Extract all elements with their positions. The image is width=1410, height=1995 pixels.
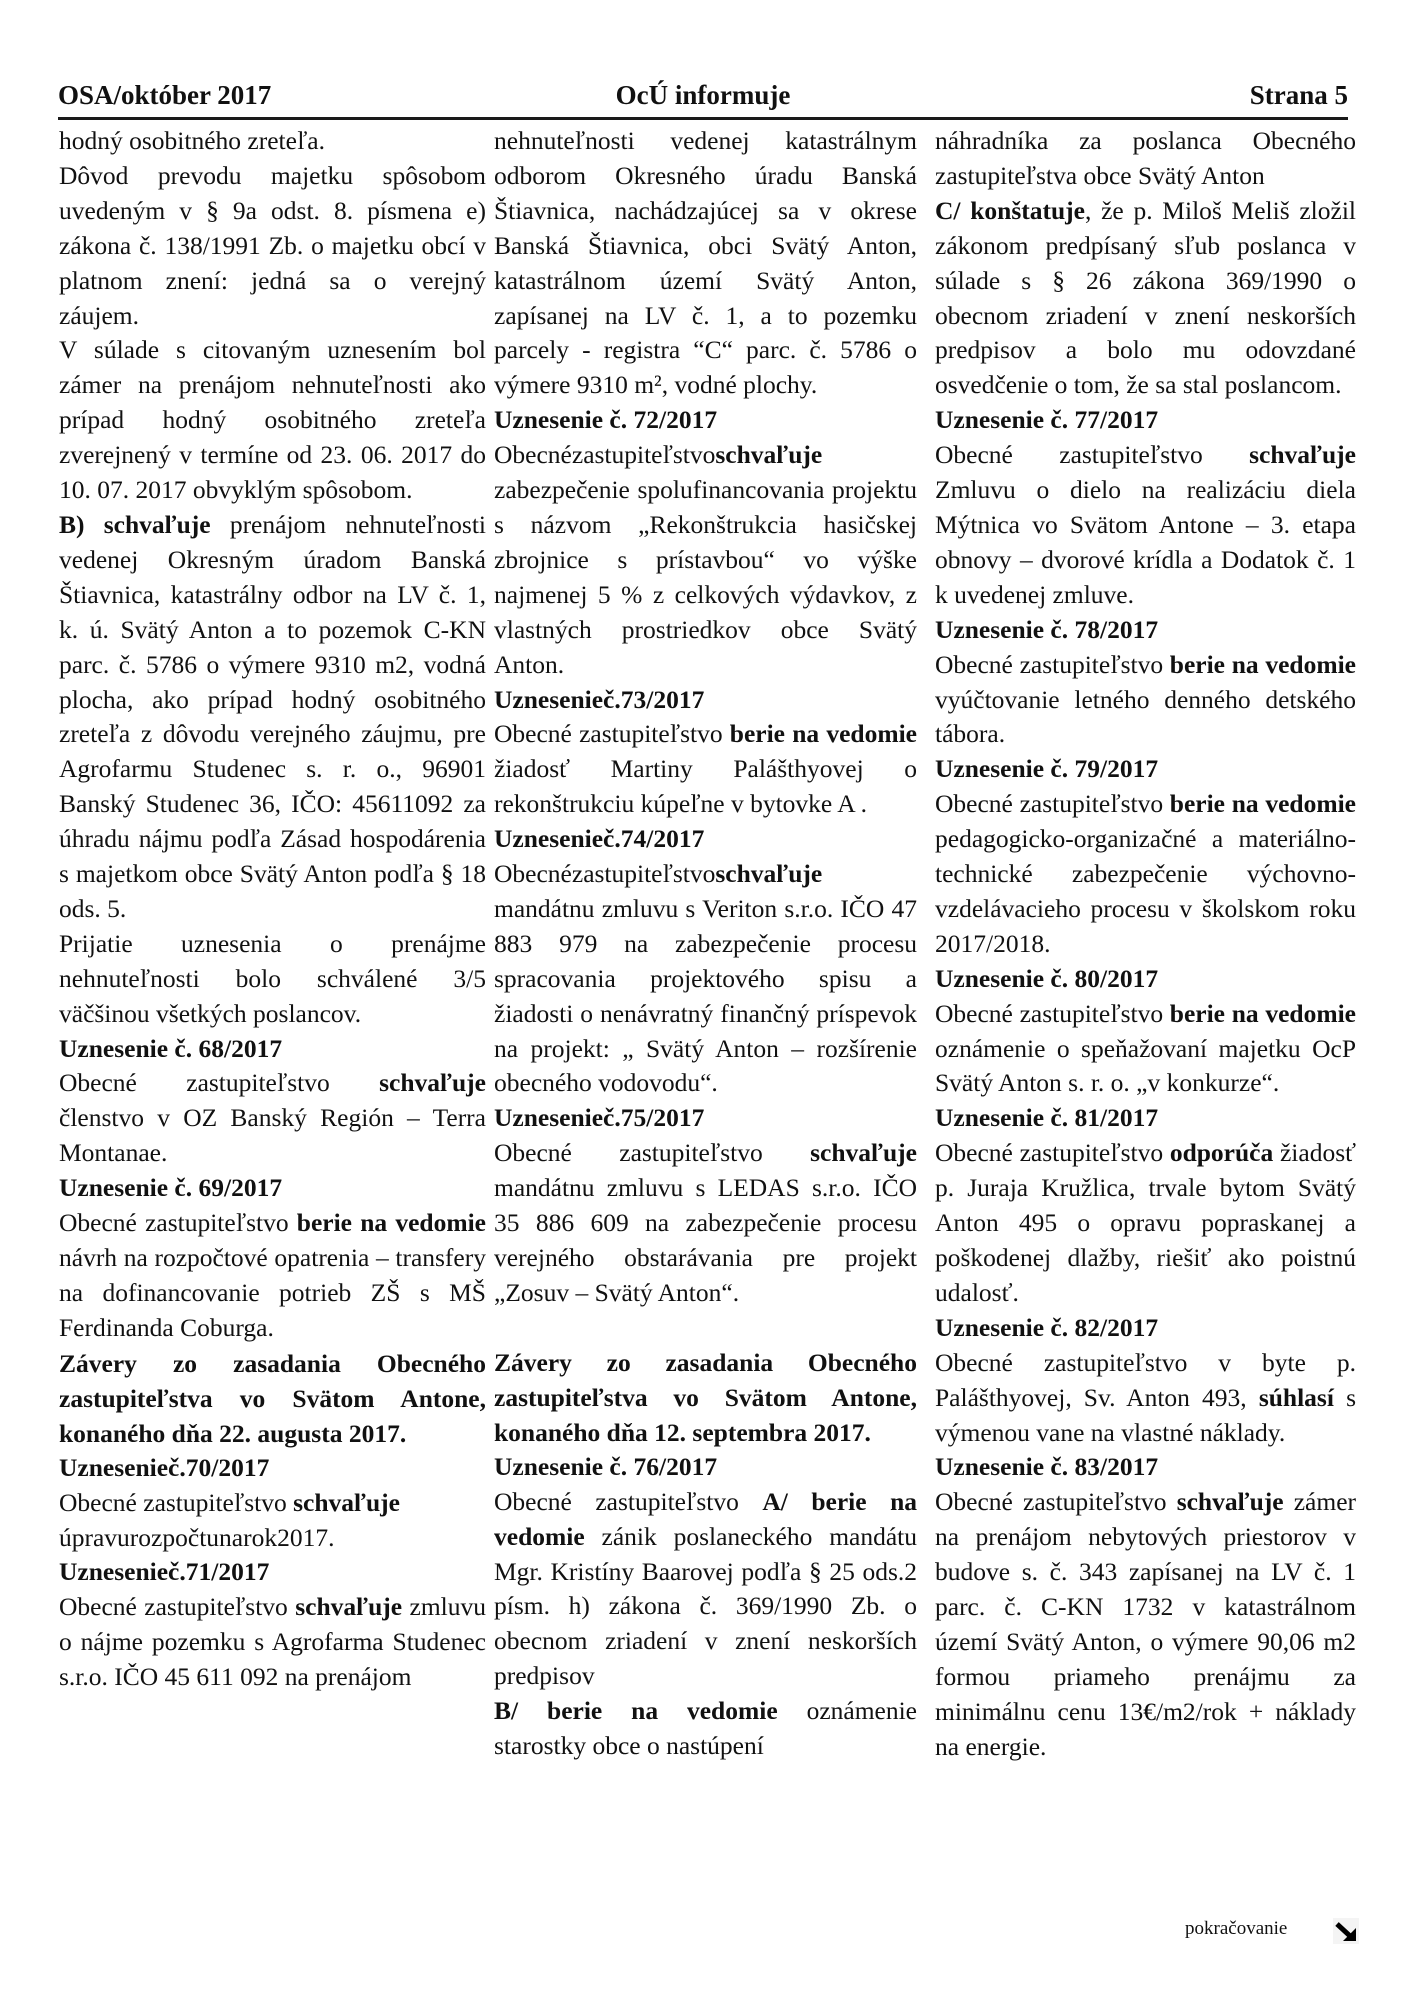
column-3 [935, 124, 1356, 1765]
resolution-body [935, 787, 1356, 962]
header-divider [58, 117, 1348, 120]
resolution-text: žiadosť Martiny Palášthyovej o rekonštrukciu kúpeľne v bytovke A . [494, 754, 917, 819]
column-1 [59, 124, 486, 1695]
item-label: B) [59, 509, 85, 539]
resolution-title: Uznesenie č. 83/2017 [935, 1452, 1159, 1482]
resolution-verb: A/ berie na vedomie [494, 1486, 918, 1551]
resolution-body [494, 1136, 917, 1311]
resolution-title: Uznesenie č. 77/2017 [935, 405, 1159, 435]
resolution-text: zámer na prenájom nebytových priestorov v budove s. č. 343 zapísanej na LV č. 1 parc. č. C-KN 1732 v katastrálnom území Svätý Anton, o výmere 90,06 m2 formou priameho prenájmu za minimálnu cenu 13€/m2/rok + náklady na energie. [935, 1487, 1356, 1761]
resolution-body [494, 438, 917, 682]
resolution-body [935, 438, 1356, 613]
resolution-verb: odporúča [1169, 1138, 1274, 1168]
resolution-subject: Obecné zastupiteľstvo [59, 1592, 288, 1622]
resolution-title: Uznesenie č. 72/2017 [494, 405, 718, 435]
resolution-body [494, 857, 917, 1101]
resolution-title: Uznesenie č. 78/2017 [935, 614, 1159, 644]
page-header [58, 80, 1348, 116]
resolution-verb: schvaľuje [1249, 440, 1356, 470]
resolution-subject: Obecné zastupiteľstvo [935, 649, 1164, 679]
resolution-verb: berie na vedomie [729, 719, 917, 749]
paragraph [935, 194, 1356, 403]
resolution-subject: Obecné zastupiteľstvo [935, 998, 1164, 1028]
resolution-body [494, 717, 917, 822]
resolution-body [59, 1066, 486, 1171]
resolution-body [59, 1206, 486, 1346]
paragraph: nehnuteľnosti vedenej katastrálnym odborom Okresného úradu Banská Štiavnica, nachádzajúcej sa v okrese Banská Štiavnica, obci Svätý Anton, katastrálnom území Svätý Anton, zapísanej na LV č. 1, a to pozemku parcely - registra “C“ parc. č. 5786 o výmere 9310 m², vodné plochy. [494, 126, 917, 400]
column-2 [494, 124, 917, 1764]
resolution-verb: C/ konštatuje [935, 195, 1085, 225]
resolution-text: zánik poslaneckého mandátu Mgr. Kristíny Baarovej podľa § 25 ods.2 písm. h) zákona č. 369/1990 Zb. o obecnom zriadení v znení neskorších predpisov [494, 1521, 917, 1691]
resolution-verb: berie na vedomie [1169, 998, 1356, 1028]
resolution-text: návrh na rozpočtové opatrenia – transfery na dofinancovanie potrieb ZŠ s MŠ Ferdinanda Coburga. [59, 1243, 486, 1342]
resolution-body [59, 1590, 486, 1695]
session-heading: Závery zo zasadania Obecného zastupiteľstva vo Svätom Antone, konaného dňa 12. septembra 2017. [494, 1347, 917, 1447]
resolution-title: Uznesenie č. 79/2017 [935, 754, 1159, 784]
resolution-text: s výmenou vane na vlastné náklady. [935, 1382, 1357, 1447]
resolution-subject: Obecné zastupiteľstvo [494, 719, 723, 749]
resolution-subject: Obecnézastupiteľstvo [494, 440, 716, 470]
resolution-verb: schvaľuje [1176, 1487, 1284, 1517]
resolution-subject: Obecné zastupiteľstvo [494, 1486, 739, 1516]
resolution-verb: súhlasí [1258, 1382, 1334, 1412]
paragraph: V súlade s citovaným uznesením bol zámer na prenájom nehnuteľnosti ako prípad hodný osobitného zreteľa zverejnený v termíne od 23. 06. 2017 do 10. 07. 2017 obvyklým spôsobom. [59, 335, 486, 505]
paragraph: Dôvod prevodu majetku spôsobom uvedeným v § 9a odst. 8. písmena e) zákona č. 138/1991 Zb. o majetku obcí v platnom znení: jedná sa o verejný záujem. [59, 160, 486, 330]
resolution-verb: schvaľuje [379, 1068, 486, 1098]
resolution-text: vyúčtovanie letného denného detského tábora. [935, 684, 1356, 749]
issue-date: OSA/október 2017 [58, 80, 272, 110]
resolution-subject: Obecné zastupiteľstvo [59, 1487, 287, 1517]
resolution-title: Uznesenie č. 81/2017 [935, 1103, 1159, 1133]
resolution-title: Uznesenie č. 82/2017 [935, 1312, 1159, 1342]
section-name: OcÚ informuje [615, 80, 791, 110]
paragraph-text: prenájom nehnuteľnosti vedenej Okresným úradom Banská Štiavnica, katastrálny odbor na LV č. 1, k. ú. Svätý Anton a to pozemok C-KN parc. č. 5786 o výmere 9310 m2, vodná plocha, ako prípad hodný osobitného zreteľa z dôvodu verejného záujmu, pre Agrofarmu Studenec s. r. o., 96901 Banský Studenec 36, IČO: 45611092 za úhradu nájmu podľa Zásad hospodárenia s majetkom obce Svätý Anton podľa § 18 ods. 5. [59, 509, 486, 923]
resolution-verb: schvaľuje [103, 509, 211, 539]
resolution-subject: Obecné zastupiteľstvo [935, 789, 1164, 819]
resolution-title: Uznesenieč.71/2017 [59, 1557, 270, 1587]
resolution-verb: schvaľuje [715, 440, 823, 470]
resolution-title: Uznesenie č. 68/2017 [59, 1033, 283, 1063]
arrow-down-right-icon [1333, 1918, 1359, 1944]
paragraph: náhradníka za poslanca Obecného zastupiteľstva obce Svätý Anton [935, 126, 1356, 190]
resolution-text: členstvo v OZ Banský Región – Terra Montanae. [59, 1103, 486, 1168]
paragraph: Prijatie uznesenia o prenájme nehnuteľnosti bolo schválené 3/5 väčšinou všetkých poslancov. [59, 928, 486, 1028]
resolution-title: Uznesenie č. 76/2017 [494, 1451, 718, 1481]
resolution-subject: Obecné zastupiteľstvo [935, 1487, 1167, 1517]
resolution-title: Uznesenieč.70/2017 [59, 1452, 270, 1482]
resolution-title: Uznesenie č. 80/2017 [935, 963, 1159, 993]
resolution-verb: berie na vedomie [1169, 649, 1356, 679]
resolution-verb: berie na vedomie [296, 1208, 486, 1238]
resolution-body [935, 1346, 1356, 1451]
resolution-body [935, 1485, 1356, 1764]
resolution-text: pedagogicko-organizačné a materiálno-technické zabezpečenie výchovno-vzdelávacieho procesu v školskom roku 2017/2018. [935, 824, 1356, 958]
resolution-body [494, 1694, 917, 1764]
resolution-verb: schvaľuje [293, 1487, 400, 1517]
resolution-text: úpravurozpočtunarok2017. [59, 1522, 335, 1552]
page-number: Strana 5 [1249, 80, 1348, 110]
resolution-body [935, 997, 1356, 1102]
resolution-subject: Obecné zastupiteľstvo [935, 440, 1203, 470]
resolution-subject: Obecné zastupiteľstvo [59, 1208, 289, 1238]
resolution-text: žiadosť p. Juraja Kružlica, trvale bytom Svätý Anton 495 o opravu popraskanej a poškodenej dlažby, riešiť ako poistnú udalosť. [935, 1138, 1357, 1307]
resolution-subject: Obecné zastupiteľstvo [59, 1068, 330, 1098]
continue-label: pokračovanie [1185, 1918, 1288, 1939]
resolution-text: oznámenie starostky obce o nastúpení [494, 1696, 918, 1761]
resolution-title: Uznesenie č. 69/2017 [59, 1173, 283, 1203]
resolution-body [935, 1136, 1356, 1311]
resolution-subject: Obecné zastupiteľstvo v byte p. Palášthyovej, Sv. Anton 493, [935, 1347, 1356, 1412]
resolution-verb: berie na vedomie [1169, 789, 1356, 819]
resolution-subject: Obecné zastupiteľstvo [494, 1138, 763, 1168]
resolution-title: Uznesenieč.74/2017 [494, 824, 705, 854]
resolution-text: zabezpečenie spolufinancovania projektu s názvom „Rekonštrukcia hasičskej zbrojnice s prístavbou“ vo výške najmenej 5 % z celkových výdavkov, z vlastných prostriedkov obce Svätý Anton. [494, 475, 917, 679]
resolution-text: mandátnu zmluvu s Veriton s.r.o. IČO 47 883 979 na zabezpečenie procesu spracovania projektového spisu a žiadosti o nenávratný finančný príspevok na projekt: „ Svätý Anton – rozšírenie obecného vodovodu“. [494, 893, 917, 1098]
paragraph: hodný osobitného zreteľa. [59, 126, 325, 155]
resolution-text: Zmluvu o dielo na realizáciu diela Mýtnica vo Svätom Antone – 3. etapa obnovy – dvorové krídla a Dodatok č. 1 k uvedenej zmluve. [935, 475, 1356, 609]
resolution-body [494, 1485, 917, 1694]
resolution-verb: schvaľuje [810, 1138, 917, 1168]
resolution-body [59, 1486, 486, 1556]
resolution-subject: Obecnézastupiteľstvo [494, 859, 716, 889]
paragraph [59, 508, 486, 927]
resolution-text: zmluvu o nájme pozemku s Agrofarma Studenec s.r.o. IČO 45 611 092 na prenájom [59, 1592, 487, 1692]
resolution-verb: schvaľuje [295, 1592, 403, 1622]
resolution-verb: B/ berie na vedomie [494, 1696, 778, 1726]
resolution-body [935, 648, 1356, 753]
resolution-title: Uznesenieč.75/2017 [494, 1103, 705, 1133]
resolution-verb: schvaľuje [715, 859, 823, 889]
paragraph-text: , že p. Miloš Meliš zložil zákonom predpísaný sľub poslanca v súlade s § 26 zákona 369/1990 o obecnom zriadení v znení neskorších predpisov a bolo mu odovzdané osvedčenie o tom, že sa stal poslancom. [935, 195, 1356, 400]
resolution-text: mandátnu zmluvu s LEDAS s.r.o. IČO 35 886 609 na zabezpečenie procesu verejného obstarávania pre projekt „Zosuv – Svätý Anton“. [494, 1173, 917, 1307]
session-heading: Závery zo zasadania Obecného zastupiteľstva vo Svätom Antone, konaného dňa 22. augusta 2017. [59, 1348, 486, 1448]
resolution-title: Uznesenieč.73/2017 [494, 684, 705, 714]
resolution-subject: Obecné zastupiteľstvo [935, 1138, 1164, 1168]
resolution-text: oznámenie o speňažovaní majetku OcP Svätý Anton s. r. o. „v konkurze“. [935, 1033, 1356, 1098]
